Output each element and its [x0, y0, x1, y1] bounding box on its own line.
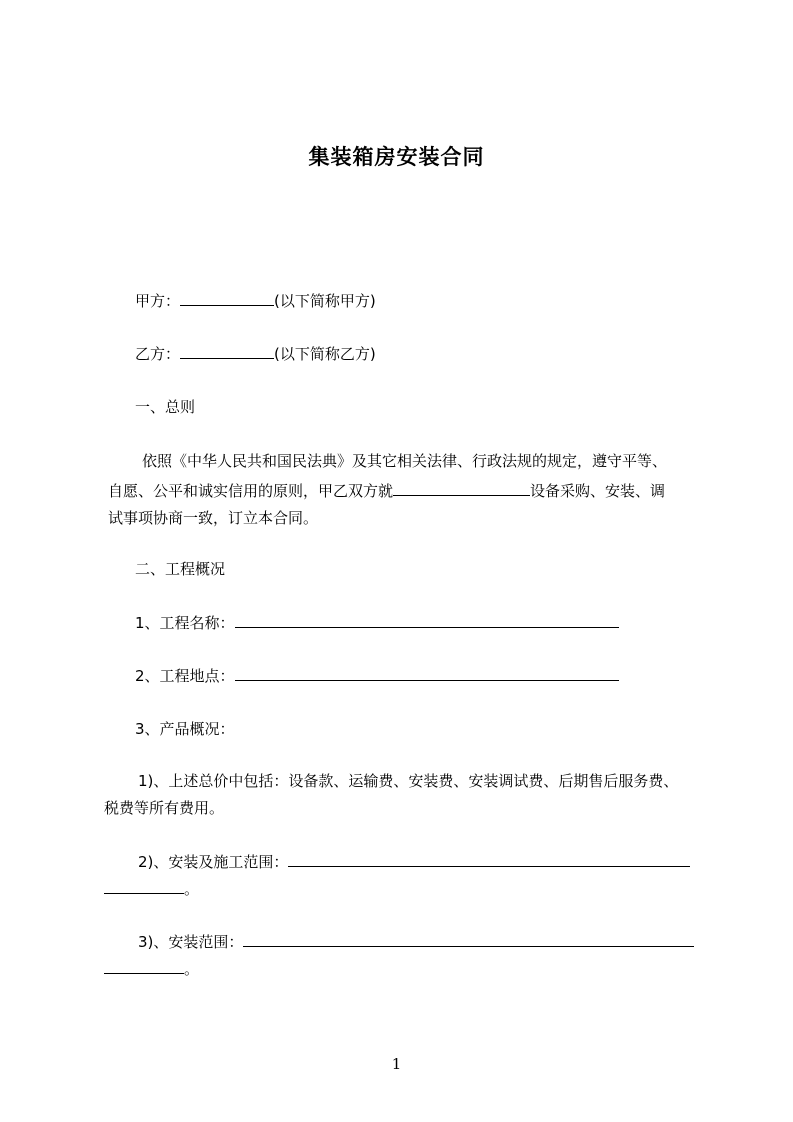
- project-location-field[interactable]: [235, 666, 619, 681]
- construction-scope-field[interactable]: [288, 852, 690, 867]
- sub3-label: 3)、安装范围：: [138, 933, 244, 951]
- section1-paragraph-line2: [108, 481, 665, 501]
- product-overview-heading: 3、产品概况：: [135, 720, 235, 738]
- project-location-label: 2、工程地点：: [135, 667, 235, 685]
- project-name-label: 1、工程名称：: [135, 614, 235, 632]
- section1-heading: 一、总则: [135, 398, 196, 416]
- section1-line2-after: 设备采购、安装、调: [530, 482, 666, 500]
- project-name-line: [135, 613, 619, 633]
- page-number: 1: [391, 1055, 402, 1073]
- sub1-line2: 税费等所有费用。: [104, 799, 225, 817]
- party-a-line: [135, 291, 376, 311]
- project-location-line: [135, 666, 619, 686]
- sub1-line1: 1)、上述总价中包括：设备款、运输费、安装费、安装调试费、后期售后服务费、: [138, 772, 679, 790]
- install-scope-field-cont[interactable]: [104, 959, 184, 974]
- sub3-end: 。: [184, 960, 200, 978]
- sub2-label: 2)、安装及施工范围：: [138, 853, 289, 871]
- section1-paragraph-line3: 试事项协商一致，订立本合同。: [108, 509, 319, 527]
- install-scope-field[interactable]: [243, 932, 694, 947]
- document-title: 集装箱房安装合同: [308, 145, 485, 169]
- party-b-line: [135, 344, 376, 364]
- sub2-line1: [138, 852, 690, 872]
- sub3-line2: [104, 959, 199, 979]
- party-b-blank[interactable]: [180, 344, 274, 359]
- section1-paragraph-line1: 依照《中华人民共和国民法典》及其它相关法律、行政法规的规定，遵守平等、: [142, 452, 668, 470]
- sub2-end: 。: [184, 880, 200, 898]
- party-a-label: 甲方：: [135, 292, 181, 310]
- party-b-label: 乙方：: [135, 345, 181, 363]
- party-b-suffix: (以下简称乙方): [274, 345, 376, 363]
- project-name-blank[interactable]: [393, 481, 530, 496]
- party-a-suffix: (以下简称甲方): [274, 292, 376, 310]
- party-a-blank[interactable]: [180, 291, 274, 306]
- sub2-line2: [104, 879, 199, 899]
- section1-line2-before: 自愿、公平和诚实信用的原则，甲乙双方就: [108, 482, 394, 500]
- construction-scope-field-cont[interactable]: [104, 879, 184, 894]
- project-name-field[interactable]: [235, 613, 619, 628]
- section2-heading: 二、工程概况: [135, 560, 226, 578]
- sub3-line1: [138, 932, 694, 952]
